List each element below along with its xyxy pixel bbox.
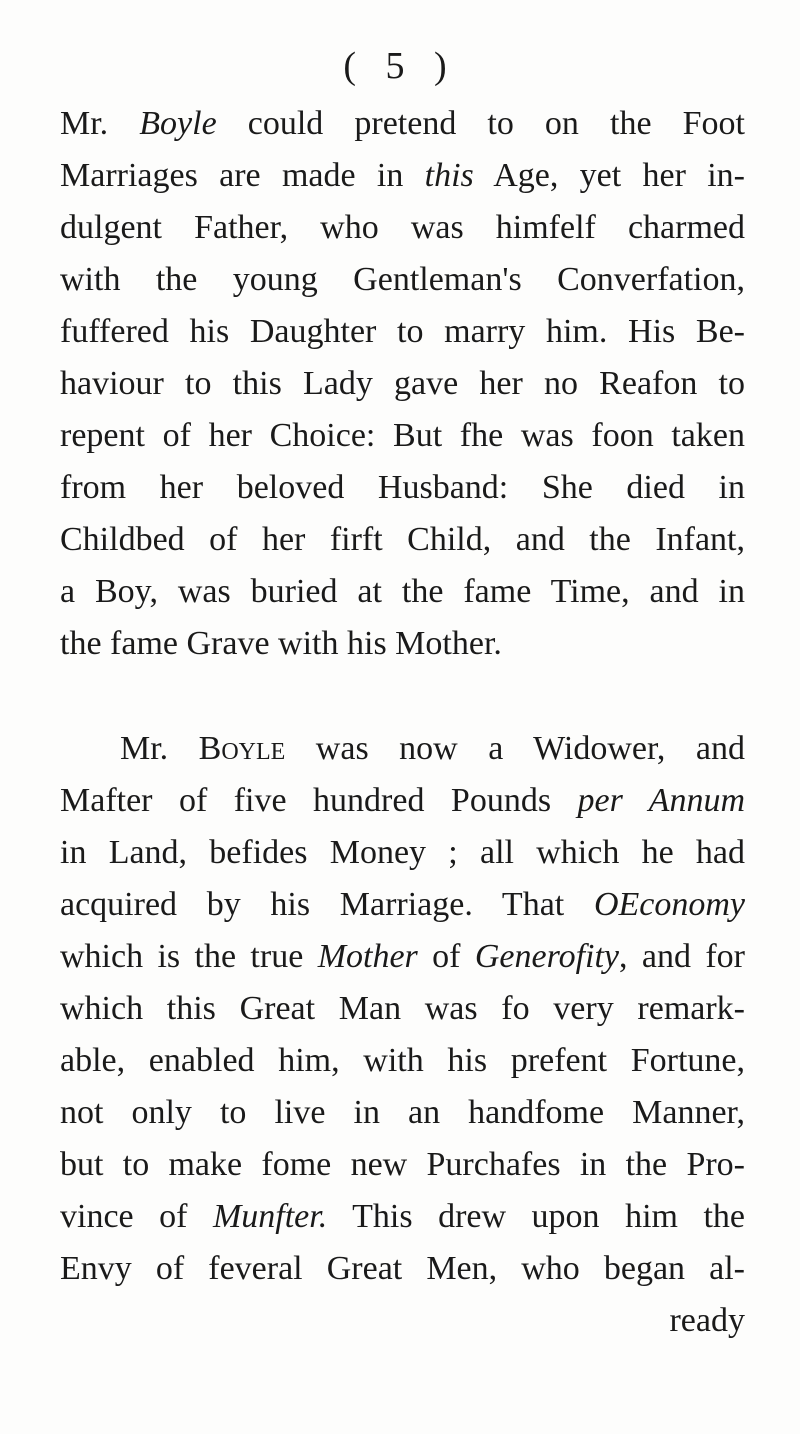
text-line <box>60 516 745 564</box>
italic-text: Munfter. <box>212 1198 328 1235</box>
text-segment: not only to live in an handfome Manner, <box>60 1094 745 1131</box>
text-segment: ready <box>669 1302 745 1339</box>
text-line <box>60 1297 745 1345</box>
italic-text: Generofity <box>474 938 619 975</box>
italic-text: Mother <box>317 938 418 975</box>
text-segment: haviour to this Lady gave her no Reafon to <box>60 365 745 402</box>
text-segment: , and for <box>619 938 745 975</box>
text-segment: the fame Grave with his Mother. <box>60 625 502 662</box>
italic-text: this <box>424 157 474 194</box>
text-segment: but to make fome new Purchafes in the Pro- <box>60 1146 745 1183</box>
text-line <box>60 985 745 1033</box>
text-segment: Childbed of her firft Child, and the Infant, <box>60 521 745 558</box>
text-line <box>60 881 745 929</box>
text-line <box>60 464 745 512</box>
text-segment: a Boy, was buried at the fame Time, and in <box>60 573 745 610</box>
small-caps-text: Boyle <box>198 730 286 767</box>
text-segment: This drew upon him the <box>327 1198 746 1235</box>
text-line <box>60 308 745 356</box>
text-segment: dulgent Father, who was himfelf charmed <box>60 209 745 246</box>
text-line <box>60 777 745 825</box>
text-line <box>60 256 745 304</box>
text-line <box>60 204 745 252</box>
text-segment: able, enabled him, with his prefent Fortune, <box>60 1042 745 1079</box>
text-line <box>60 933 745 981</box>
text-segment: acquired by his Marriage. That <box>60 886 594 923</box>
text-line <box>60 1245 745 1293</box>
text-segment: in Land, befides Money ; all which he had <box>60 834 745 871</box>
text-segment: from her beloved Husband: She died in <box>60 469 745 506</box>
italic-text: OEconomy <box>593 886 745 923</box>
text-segment: was now a Widower, and <box>285 730 745 767</box>
text-line <box>60 1193 745 1241</box>
text-line <box>60 152 745 200</box>
text-segment: Mr. <box>60 105 140 142</box>
text-segment: Marriages are made in <box>60 157 425 194</box>
page-number: ( 5 ) <box>343 45 457 87</box>
text-line <box>60 1141 745 1189</box>
text-line <box>60 360 745 408</box>
text-segment: Envy of feveral Great Men, who began al- <box>60 1250 745 1287</box>
text-segment: Age, yet her in- <box>473 157 745 194</box>
text-segment: Mr. <box>120 730 199 767</box>
text-segment: which is the true <box>60 938 318 975</box>
text-line <box>60 829 745 877</box>
text-line <box>60 100 745 148</box>
text-segment: Mafter of five hundred Pounds <box>60 782 578 819</box>
text-segment: could pretend to on the Foot <box>216 105 745 142</box>
text-line <box>60 1037 745 1085</box>
text-segment: fuffered his Daughter to marry him. His Be- <box>60 313 745 350</box>
italic-text: Boyle <box>139 105 217 142</box>
text-line <box>60 1089 745 1137</box>
text-line <box>60 620 745 668</box>
italic-text: per Annum <box>577 782 745 819</box>
text-segment: of <box>417 938 475 975</box>
text-line <box>120 725 745 773</box>
text-segment: with the young Gentleman's Converfation, <box>60 261 745 298</box>
text-segment: repent of her Choice: But fhe was foon taken <box>60 417 745 454</box>
text-segment: vince of <box>60 1198 213 1235</box>
text-segment: which this Great Man was fo very remark- <box>60 990 745 1027</box>
text-line <box>60 568 745 616</box>
text-line <box>60 412 745 460</box>
